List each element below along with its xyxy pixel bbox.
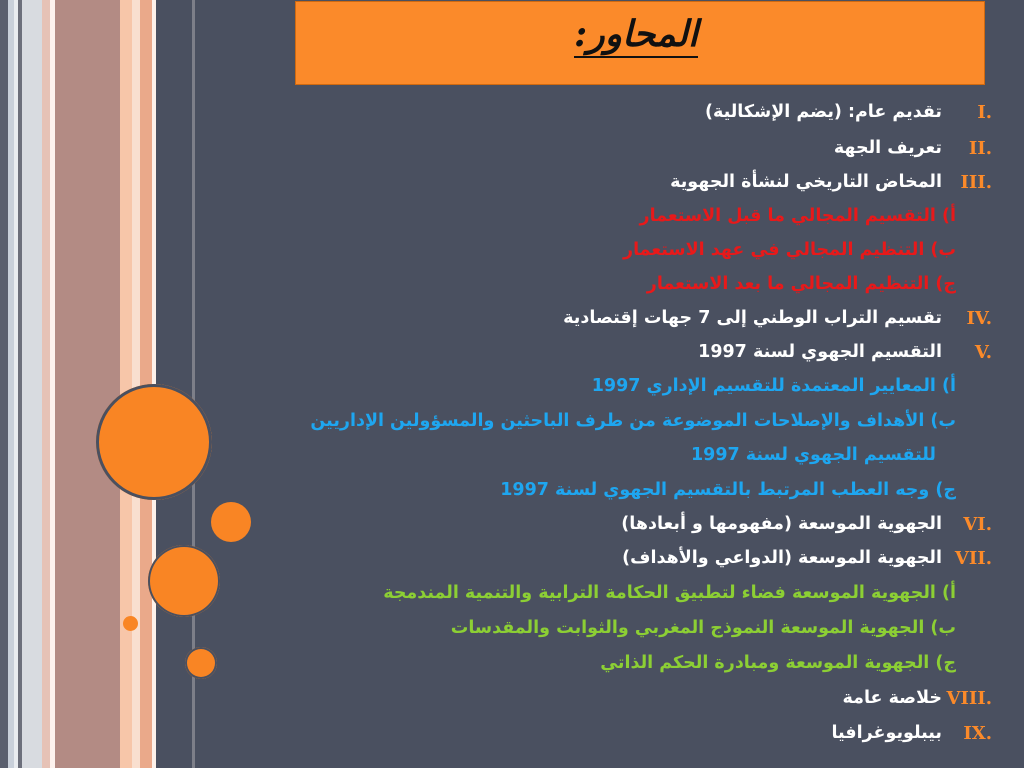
outline-subitem [640, 199, 956, 233]
decorative-circle-tiny [123, 616, 138, 631]
item-number: V. [974, 341, 992, 363]
subitem-text: ج) الجهوية الموسعة ومبادرة الحكم الذاتي [600, 653, 956, 673]
outline-item [622, 541, 992, 575]
decorative-stripes [0, 0, 200, 768]
item-text: المخاض التاريخي لنشأة الجهوية [670, 172, 942, 192]
subitem-text: ج) التنظيم المجالي ما بعد الاستعمار [646, 274, 956, 294]
outline-subitem [500, 473, 956, 507]
outline-item [621, 507, 992, 541]
item-number: IV. [966, 307, 992, 329]
outline-item [831, 716, 992, 750]
outline-item [843, 681, 993, 715]
subitem-text: أ) التقسيم المجالي ما قبل الاستعمار [639, 206, 956, 226]
item-number: VI. [963, 513, 992, 535]
slide-title: المحاور: [574, 12, 698, 58]
outline-item [705, 95, 992, 129]
title-banner [295, 1, 985, 85]
outline-subitem [451, 611, 956, 645]
subitem-text: ب) الجهوية الموسعة النموذج المغربي والثوابت والمقدسات [450, 618, 956, 638]
decorative-circle-medium [148, 545, 220, 617]
outline-subitem [691, 438, 936, 472]
outline-item [834, 131, 992, 165]
outline-item [670, 165, 992, 199]
item-number: I. [977, 101, 992, 123]
decorative-circle-large [96, 384, 212, 500]
item-number: VIII. [946, 687, 992, 709]
decorative-circle-small-1 [211, 502, 251, 542]
outline-item [698, 335, 992, 369]
subitem-text: للتقسيم الجهوي لسنة 1997 [690, 445, 936, 465]
item-number: III. [960, 171, 992, 193]
outline-subitem [310, 404, 956, 438]
item-text: التقسيم الجهوي لسنة 1997 [698, 342, 942, 362]
subitem-text: أ) المعايير المعتمدة للتقسيم الإداري 1997 [591, 376, 956, 396]
subitem-text: أ) الجهوية الموسعة فضاء لتطبيق الحكامة الترابية والتنمية المندمجة [383, 583, 956, 603]
outline-subitem [592, 369, 956, 403]
outline-item [563, 301, 992, 335]
item-text: تعريف الجهة [833, 138, 942, 158]
item-number: IX. [963, 722, 992, 744]
decorative-circle-small-2 [185, 647, 217, 679]
item-text: تقسيم التراب الوطني إلى 7 جهات إقتصادية [563, 308, 942, 328]
outline-subitem [647, 267, 956, 301]
item-number: VII. [954, 547, 992, 569]
subitem-text: ب) الأهداف والإصلاحات الموضوعة من طرف الباحثين والمسؤولين الإداريين [310, 411, 956, 431]
item-text: خلاصة عامة [842, 688, 942, 708]
outline-subitem [383, 576, 956, 610]
item-number: II. [968, 137, 992, 159]
item-text: الجهوية الموسعة (الدواعي والأهداف) [622, 548, 942, 568]
subitem-text: ج) وجه العطب المرتبط بالتقسيم الجهوي لسنة 1997 [500, 480, 956, 500]
item-text: الجهوية الموسعة (مفهومها و أبعادها) [621, 514, 942, 534]
item-text: بيبلويوغرافيا [831, 723, 942, 743]
subitem-text: ب) التنظيم المجالي في عهد الاستعمار [623, 240, 956, 260]
outline-subitem [623, 233, 956, 267]
item-text: تقديم عام: (يضم الإشكالية) [704, 102, 942, 122]
outline-subitem [600, 646, 956, 680]
